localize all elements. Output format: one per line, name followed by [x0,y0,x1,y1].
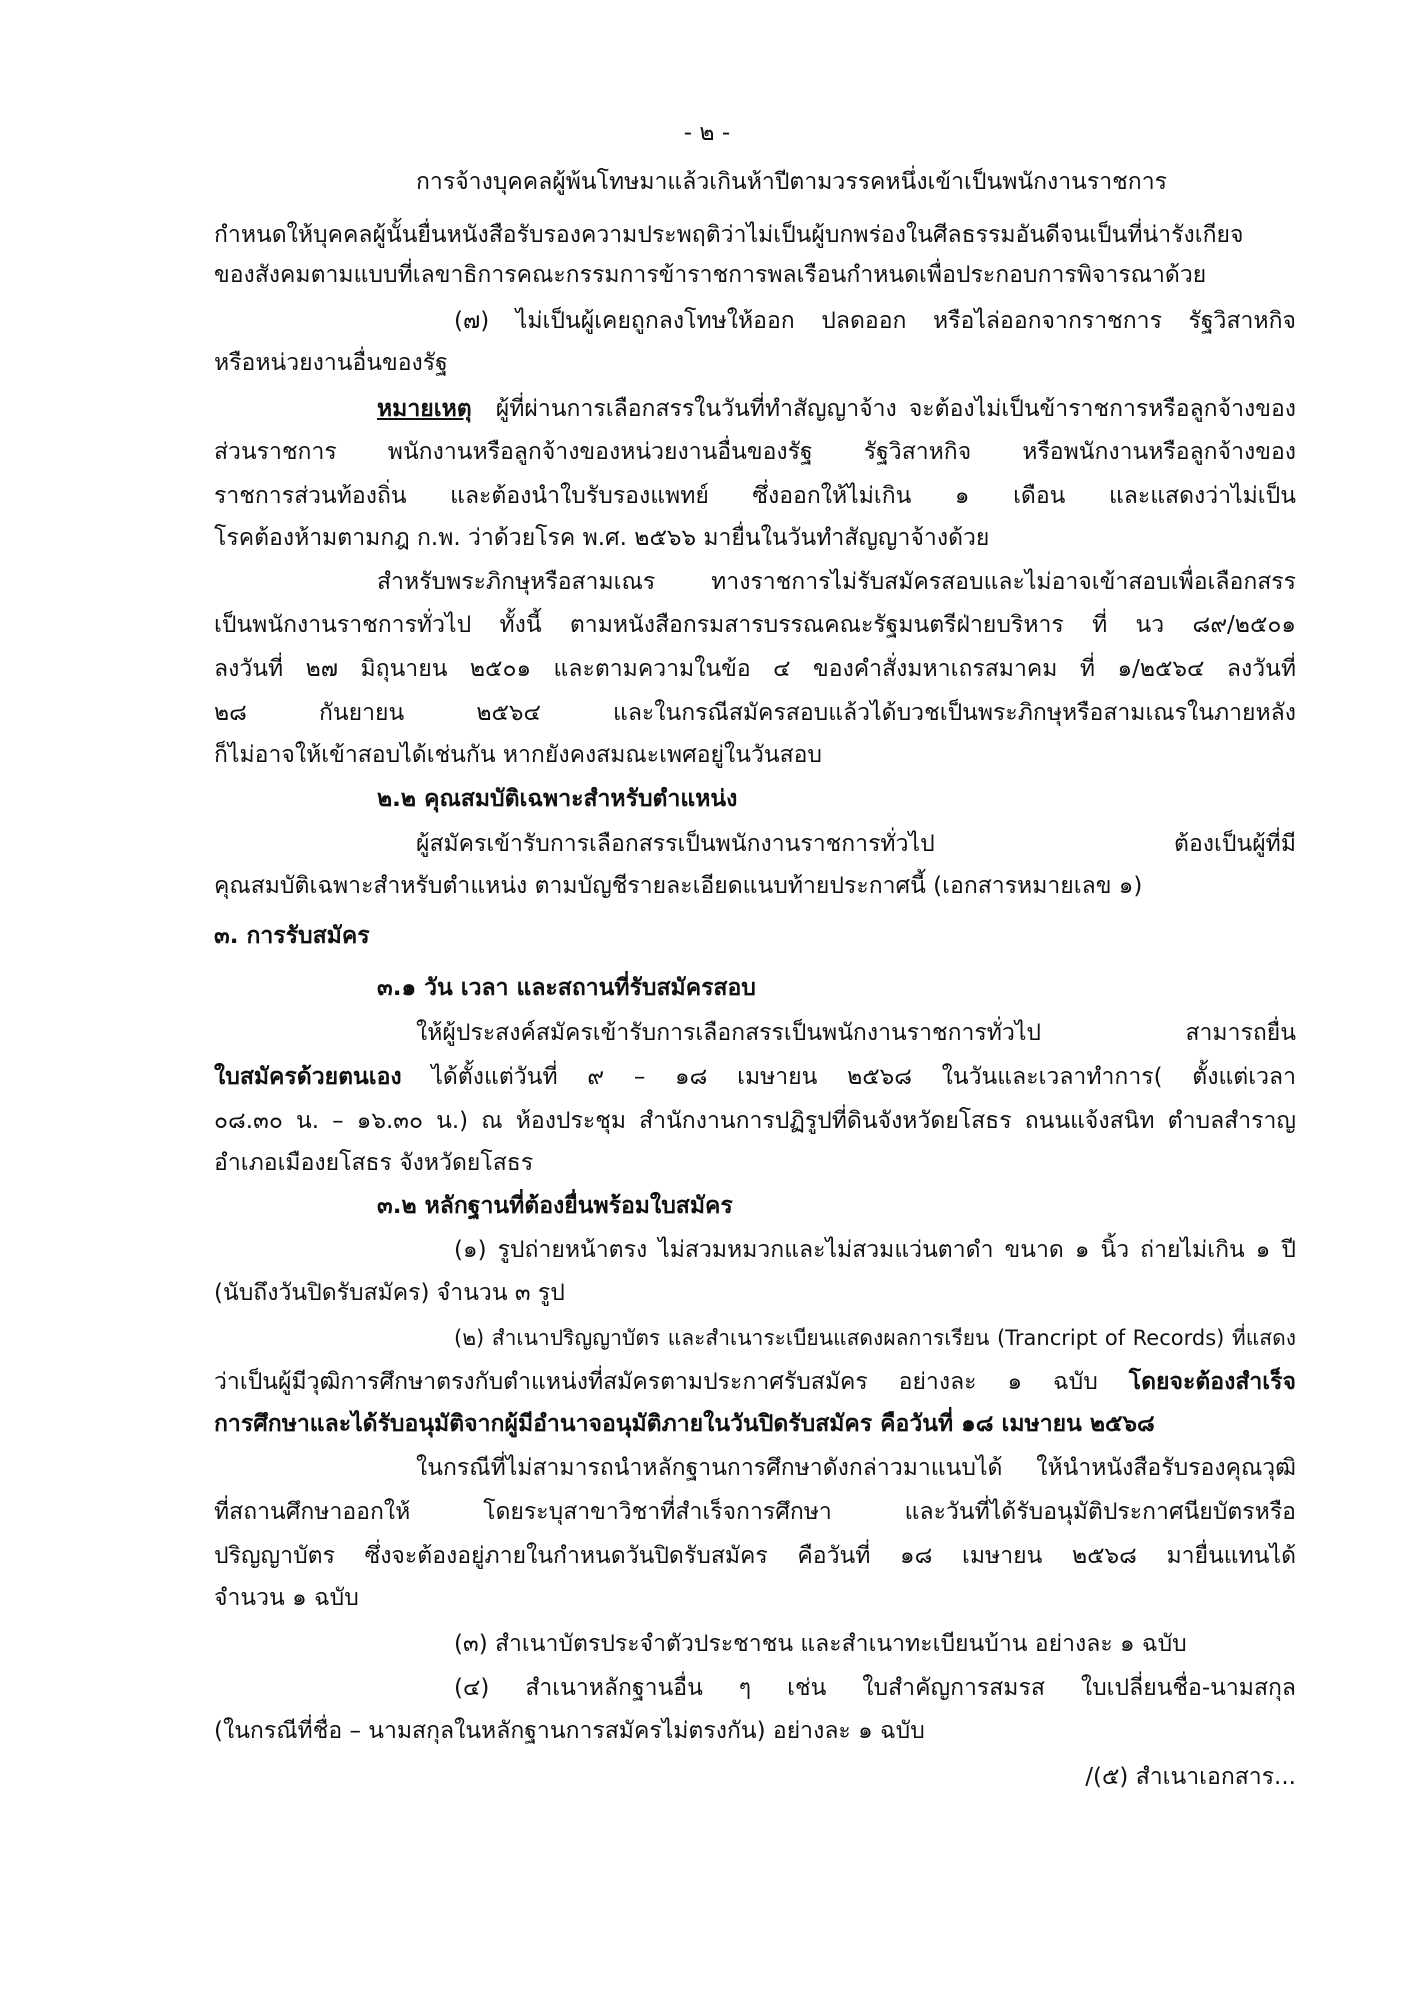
list-item-line: การศึกษาและได้รับอนุมัติจากผู้มีอำนาจอนุมัติภายในวันปิดรับสมัคร คือวันที่ ๑๘ เมษายน ๒๕๖๘ [214,1411,1155,1437]
paragraph-line: การจ้างบุคคลผู้พ้นโทษมาแล้วเกินห้าปีตามวรรคหนึ่งเข้าเป็นพนักงานราชการ [416,169,1167,195]
section-heading: ๓.๑ วัน เวลา และสถานที่รับสมัครสอบ [377,975,756,1001]
paragraph-line: สำหรับพระภิกษุหรือสามเณร ทางราชการไม่รับสมัครสอบและไม่อาจเข้าสอบเพื่อเลือกสรร [377,569,1296,595]
list-item-line: (ในกรณีที่ชื่อ – นามสกุลในหลักฐานการสมัครไม่ตรงกัน) อย่างละ ๑ ฉบับ [214,1718,925,1744]
page-number: - ๒ - [683,120,731,146]
list-item-line: (นับถึงวันปิดรับสมัคร) จำนวน ๓ รูป [214,1280,565,1306]
paragraph-line: เป็นพนักงานราชการทั่วไป ทั้งนี้ ตามหนังสือกรมสารบรรณคณะรัฐมนตรีฝ่ายบริหาร ที่ นว ๘๙/๒๕๐๑ [214,612,1296,638]
paragraph-line: ปริญญาบัตร ซึ่งจะต้องอยู่ภายในกำหนดวันปิดรับสมัคร คือวันที่ ๑๘ เมษายน ๒๕๖๘ มายื่นแทนได้ [214,1543,1296,1569]
list-item-line: หรือหน่วยงานอื่นของรัฐ [214,350,448,376]
list-item-line: (๔) สำเนาหลักฐานอื่น ๆ เช่น ใบสำคัญการสมรส ใบเปลี่ยนชื่อ-นามสกุล [454,1675,1296,1701]
paragraph-line: ให้ผู้ประสงค์สมัครเข้ารับการเลือกสรรเป็นพนักงานราชการทั่วไป สามารถยื่น [416,1020,1296,1046]
paragraph-line: ลงวันที่ ๒๗ มิถุนายน ๒๕๐๑ และตามความในข้อ ๔ ของคำสั่งมหาเถรสมาคม ที่ ๑/๒๕๖๔ ลงวันที่ [214,656,1296,682]
note-line: โรคต้องห้ามตามกฎ ก.พ. ว่าด้วยโรค พ.ศ. ๒๕๖๖ มายื่นในวันทำสัญญาจ้างด้วย [214,525,990,551]
note-line [377,389,1296,429]
section-heading: ๓. การรับสมัคร [214,923,370,949]
paragraph-line: กำหนดให้บุคคลผู้นั้นยื่นหนังสือรับรองความประพฤติว่าไม่เป็นผู้บกพร่องในศีลธรรมอันดีจนเป็นที่น่ารังเกียจ [214,222,1244,248]
list-item-line [214,1362,1296,1402]
plain-phrase: ว่าเป็นผู้มีวุฒิการศึกษาตรงกับตำแหน่งที่สมัครตามประกาศรับสมัคร อย่างละ ๑ ฉบับ [214,1369,1129,1395]
continuation-note: /(๕) สำเนาเอกสาร... [1085,1764,1296,1790]
paragraph-line: ที่สถานศึกษาออกให้ โดยระบุสาขาวิชาที่สำเร็จการศึกษา และวันที่ได้รับอนุมัติประกาศนียบัตรหรือ [214,1499,1296,1525]
section-heading: ๓.๒ หลักฐานที่ต้องยื่นพร้อมใบสมัคร [377,1193,733,1219]
bold-phrase: ใบสมัครด้วยตนเอง [214,1064,402,1090]
paragraph-line: จำนวน ๑ ฉบับ [214,1585,359,1611]
list-item-line: (๗) ไม่เป็นผู้เคยถูกลงโทษให้ออก ปลดออก หรือไล่ออกจากราชการ รัฐวิสาหกิจ [454,308,1296,334]
paragraph-line [214,1057,1296,1097]
paragraph-line: ของสังคมตามแบบที่เลขาธิการคณะกรรมการข้าราชการพลเรือนกำหนดเพื่อประกอบการพิจารณาด้วย [214,262,1207,288]
section-heading: ๒.๒ คุณสมบัติเฉพาะสำหรับตำแหน่ง [377,786,738,812]
paragraph-line: ผู้สมัครเข้ารับการเลือกสรรเป็นพนักงานราชการทั่วไป ต้องเป็นผู้ที่มี [416,831,1296,857]
note-line: ส่วนราชการ พนักงานหรือลูกจ้างของหน่วยงานอื่นของรัฐ รัฐวิสาหกิจ หรือพนักงานหรือลูกจ้างของ [214,439,1296,465]
note-line: ราชการส่วนท้องถิ่น และต้องนำใบรับรองแพทย์ ซึ่งออกให้ไม่เกิน ๑ เดือน และแสดงว่าไม่เป็น [214,483,1296,509]
paragraph-line: ในกรณีที่ไม่สามารถนำหลักฐานการศึกษาดังกล่าวมาแนบได้ ให้นำหนังสือรับรองคุณวุฒิ [416,1455,1296,1481]
list-item-line: (๓) สำเนาบัตรประจำตัวประชาชน และสำเนาทะเบียนบ้าน อย่างละ ๑ ฉบับ [454,1631,1187,1657]
paragraph-line: อำเภอเมืองยโสธร จังหวัดยโสธร [214,1150,534,1176]
bold-phrase: โดยจะต้องสำเร็จ [1128,1369,1296,1395]
list-item-line: (๑) รูปถ่ายหน้าตรง ไม่สวมหมวกและไม่สวมแว่นตาดำ ขนาด ๑ นิ้ว ถ่ายไม่เกิน ๑ ปี [454,1237,1296,1263]
plain-phrase: ได้ตั้งแต่วันที่ ๙ – ๑๘ เมษายน ๒๕๖๘ ในวันและเวลาทำการ( ตั้งแต่เวลา [401,1064,1296,1090]
paragraph-line: ๐๘.๓๐ น. – ๑๖.๓๐ น.) ณ ห้องประชุม สำนักงานการปฏิรูปที่ดินจังหวัดยโสธร ถนนแจ้งสนิท ตำบลสำราญ [214,1108,1296,1134]
note-text: ผู้ที่ผ่านการเลือกสรรในวันที่ทำสัญญาจ้าง จะต้องไม่เป็นข้าราชการหรือลูกจ้างของ [495,396,1297,422]
paragraph-line: ๒๘ กันยายน ๒๕๖๔ และในกรณีสมัครสอบแล้วได้บวชเป็นพระภิกษุหรือสามเณรในภายหลัง [214,700,1296,726]
paragraph-line: ก็ไม่อาจให้เข้าสอบได้เช่นกัน หากยังคงสมณะเพศอยู่ในวันสอบ [214,742,823,768]
note-label: หมายเหตุ [377,396,472,422]
list-item-line: (๒) สำเนาปริญญาบัตร และสำเนาระเบียนแสดงผลการเรียน (Trancript of Records) ที่แสดง [454,1326,1296,1350]
paragraph-line: คุณสมบัติเฉพาะสำหรับตำแหน่ง ตามบัญชีรายละเอียดแนบท้ายประกาศนี้ (เอกสารหมายเลข ๑) [214,873,1143,899]
